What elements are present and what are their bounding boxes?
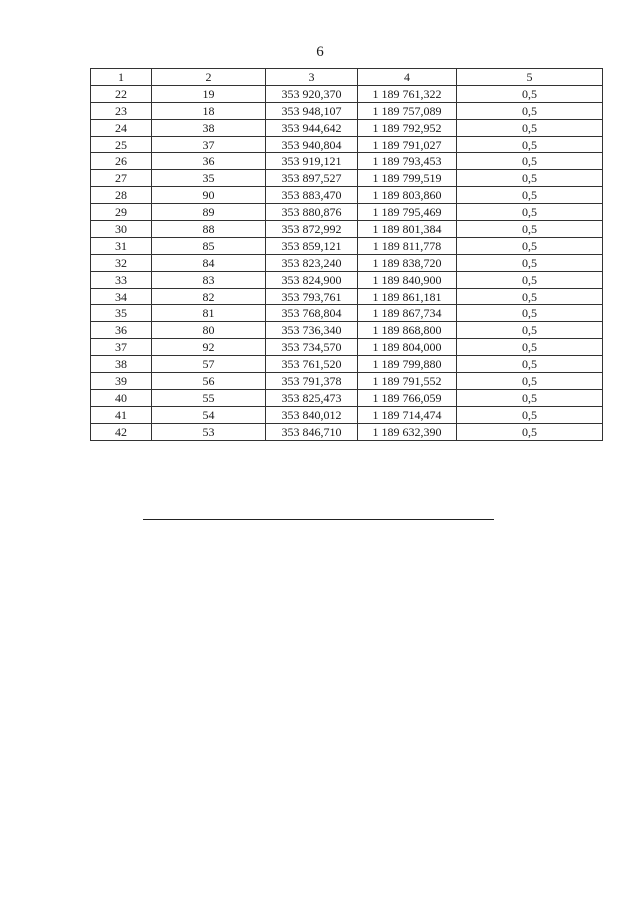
table-cell: 1 189 792,952: [358, 119, 457, 136]
table-cell: 0,5: [457, 322, 603, 339]
table-cell: 0,5: [457, 389, 603, 406]
page-number: 6: [316, 44, 324, 60]
table-cell: 353 734,570: [266, 339, 358, 356]
table-cell: 353 859,121: [266, 237, 358, 254]
table-cell: 0,5: [457, 406, 603, 423]
table-cell: 353 840,012: [266, 406, 358, 423]
table-row: [91, 221, 603, 238]
table-cell: 1 189 757,089: [358, 102, 457, 119]
table-body: [91, 85, 603, 440]
table-cell: 32: [91, 254, 152, 271]
table-cell: 0,5: [457, 85, 603, 102]
table-cell: 38: [152, 119, 266, 136]
table-cell: 1 189 766,059: [358, 389, 457, 406]
table-row: [91, 85, 603, 102]
table-row: [91, 423, 603, 440]
table-cell: 353 944,642: [266, 119, 358, 136]
table-cell: 1 189 811,778: [358, 237, 457, 254]
table-cell: 1 189 761,322: [358, 85, 457, 102]
header-cell: 1: [91, 69, 152, 86]
table-cell: 23: [91, 102, 152, 119]
table-cell: 0,5: [457, 136, 603, 153]
table-cell: 84: [152, 254, 266, 271]
table-cell: 353 768,804: [266, 305, 358, 322]
table-cell: 0,5: [457, 170, 603, 187]
header-cell: 4: [358, 69, 457, 86]
table-cell: 54: [152, 406, 266, 423]
table-cell: 0,5: [457, 271, 603, 288]
table-cell: 1 189 803,860: [358, 187, 457, 204]
table-cell: 1 189 840,900: [358, 271, 457, 288]
table-cell: 0,5: [457, 339, 603, 356]
table-cell: 1 189 868,800: [358, 322, 457, 339]
table-row: [91, 322, 603, 339]
table-cell: 29: [91, 204, 152, 221]
table-cell: 0,5: [457, 423, 603, 440]
table-row: [91, 356, 603, 373]
table-cell: 353 948,107: [266, 102, 358, 119]
table-cell: 28: [91, 187, 152, 204]
table-cell: 89: [152, 204, 266, 221]
table-cell: 40: [91, 389, 152, 406]
table-row: [91, 339, 603, 356]
table-cell: 42: [91, 423, 152, 440]
divider-line: [143, 519, 494, 520]
table-cell: 18: [152, 102, 266, 119]
table-row: [91, 288, 603, 305]
coordinates-table: [90, 68, 603, 441]
table-cell: 1 189 795,469: [358, 204, 457, 221]
table-cell: 1 189 838,720: [358, 254, 457, 271]
table-cell: 353 846,710: [266, 423, 358, 440]
table-row: [91, 136, 603, 153]
table-cell: 83: [152, 271, 266, 288]
table-cell: 34: [91, 288, 152, 305]
table-cell: 0,5: [457, 356, 603, 373]
table-cell: 353 883,470: [266, 187, 358, 204]
table-row: [91, 389, 603, 406]
table-cell: 1 189 714,474: [358, 406, 457, 423]
table-row: [91, 237, 603, 254]
table-cell: 39: [91, 373, 152, 390]
table-cell: 85: [152, 237, 266, 254]
table-cell: 0,5: [457, 237, 603, 254]
table-cell: 1 189 632,390: [358, 423, 457, 440]
table-cell: 31: [91, 237, 152, 254]
table-cell: 0,5: [457, 187, 603, 204]
table-cell: 92: [152, 339, 266, 356]
table-cell: 1 189 791,027: [358, 136, 457, 153]
table-cell: 0,5: [457, 119, 603, 136]
table-cell: 353 880,876: [266, 204, 358, 221]
table-cell: 1 189 867,734: [358, 305, 457, 322]
table-row: [91, 406, 603, 423]
table-cell: 1 189 804,000: [358, 339, 457, 356]
table-cell: 37: [152, 136, 266, 153]
table-row: [91, 204, 603, 221]
table-cell: 55: [152, 389, 266, 406]
table-cell: 353 736,340: [266, 322, 358, 339]
table-row: [91, 305, 603, 322]
table-cell: 353 823,240: [266, 254, 358, 271]
table-cell: 36: [152, 153, 266, 170]
table-row: [91, 119, 603, 136]
table-cell: 1 189 791,552: [358, 373, 457, 390]
header-cell: 5: [457, 69, 603, 86]
table-cell: 90: [152, 187, 266, 204]
table-cell: 353 872,992: [266, 221, 358, 238]
table-cell: 57: [152, 356, 266, 373]
table-header-row: [91, 69, 603, 86]
table-row: [91, 373, 603, 390]
header-cell: 2: [152, 69, 266, 86]
table-cell: 353 940,804: [266, 136, 358, 153]
table-cell: 353 920,370: [266, 85, 358, 102]
table-cell: 1 189 799,880: [358, 356, 457, 373]
table-cell: 25: [91, 136, 152, 153]
table-cell: 0,5: [457, 305, 603, 322]
table-cell: 35: [152, 170, 266, 187]
table-cell: 30: [91, 221, 152, 238]
table-row: [91, 254, 603, 271]
table-cell: 27: [91, 170, 152, 187]
table-cell: 53: [152, 423, 266, 440]
table-cell: 37: [91, 339, 152, 356]
table-cell: 353 919,121: [266, 153, 358, 170]
table-cell: 88: [152, 221, 266, 238]
table-cell: 24: [91, 119, 152, 136]
table-cell: 1 189 861,181: [358, 288, 457, 305]
table-cell: 56: [152, 373, 266, 390]
table-cell: 38: [91, 356, 152, 373]
table-cell: 22: [91, 85, 152, 102]
table-cell: 353 791,378: [266, 373, 358, 390]
table-cell: 81: [152, 305, 266, 322]
table-cell: 353 825,473: [266, 389, 358, 406]
table-row: [91, 102, 603, 119]
table-cell: 80: [152, 322, 266, 339]
table-cell: 41: [91, 406, 152, 423]
table-cell: 36: [91, 322, 152, 339]
table-cell: 26: [91, 153, 152, 170]
table-cell: 0,5: [457, 204, 603, 221]
table-cell: 0,5: [457, 102, 603, 119]
table-cell: 353 824,900: [266, 271, 358, 288]
table-cell: 1 189 793,453: [358, 153, 457, 170]
table-cell: 1 189 799,519: [358, 170, 457, 187]
table-cell: 1 189 801,384: [358, 221, 457, 238]
table-cell: 33: [91, 271, 152, 288]
table-cell: 353 897,527: [266, 170, 358, 187]
table-cell: 19: [152, 85, 266, 102]
table-cell: 0,5: [457, 254, 603, 271]
header-cell: 3: [266, 69, 358, 86]
table-cell: 0,5: [457, 153, 603, 170]
table-row: [91, 170, 603, 187]
table-row: [91, 153, 603, 170]
table-cell: 82: [152, 288, 266, 305]
table-cell: 35: [91, 305, 152, 322]
table-row: [91, 271, 603, 288]
table-cell: 0,5: [457, 288, 603, 305]
table-cell: 353 761,520: [266, 356, 358, 373]
table-cell: 0,5: [457, 221, 603, 238]
table-row: [91, 187, 603, 204]
table-cell: 353 793,761: [266, 288, 358, 305]
table-cell: 0,5: [457, 373, 603, 390]
